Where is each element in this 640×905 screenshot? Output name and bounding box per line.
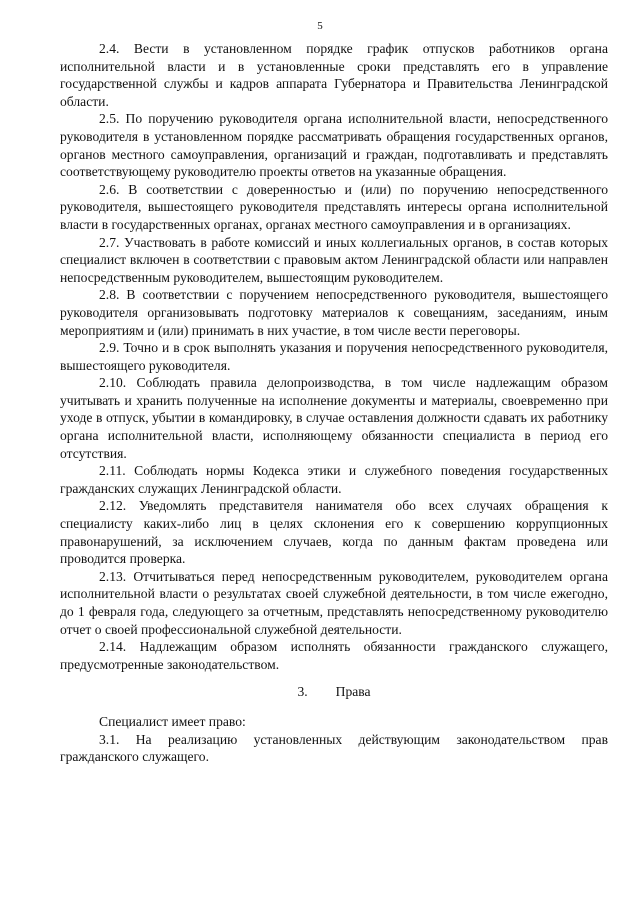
section-title: Права — [335, 684, 371, 700]
paragraph-2-11: 2.11. Соблюдать нормы Кодекса этики и служебного поведения государственных гражданских служащих Ленинградской области. — [60, 463, 608, 496]
section-number: 3. — [297, 684, 308, 700]
paragraph-2-4: 2.4. Вести в установленном порядке график отпусков работников органа исполнительной власти и в установленные сроки представлять его в управление государственной службы и кадров аппарата Губернатора и Правительства Ленинградской области. — [60, 41, 608, 109]
paragraph-2-12: 2.12. Уведомлять представителя нанимателя обо всех случаях обращения к специалисту каких-либо лиц в целях склонения его к совершению коррупционных правонарушений, за исключением случаев, когда по данным фактам проведена или проводится проверка. — [60, 498, 608, 567]
paragraph-2-13: 2.13. Отчитываться перед непосредственным руководителем, руководителем органа исполнительной власти о результатах своей служебной деятельности, в том числе ежегодно, до 1 февраля года, следующего за отчетным, представлять непосредственному руководителю отчет о своей профессиональной служебной деятельности. — [60, 568, 608, 637]
paragraph-rights-intro: Специалист имеет право: — [99, 713, 246, 729]
section-heading — [60, 683, 608, 701]
paragraph-2-9: 2.9. Точно и в срок выполнять указания и поручения непосредственного руководителя, вышестоящего руководителя. — [60, 340, 608, 373]
paragraph-2-6: 2.6. В соответствии с доверенностью и (или) по поручению непосредственного руководителя, вышестоящего руководителя представлять интересы органа исполнительной власти в государственных органах, органах местного самоуправления и в организациях. — [60, 181, 608, 232]
paragraph-2-10: 2.10. Соблюдать правила делопроизводства, в том числе надлежащим образом учитывать и хранить полученные на исполнение документы и материалы, своевременно при уходе в отпуск, убытии в командировку, в случае оставления должности сдавать их работнику органа исполнительной власти, исполняющему обязанности специалиста в период его отсутствия. — [60, 375, 608, 461]
paragraph-2-5: 2.5. По поручению руководителя органа исполнительной власти, непосредственного руководителя в установленном порядке рассматривать обращения государственных органов, органов местного самоуправления, организаций и граждан, подготавливать и представлять соответствующему руководителю проекты ответов на указанные обращения. — [60, 111, 608, 180]
paragraph-2-14: 2.14. Надлежащим образом исполнять обязанности гражданского служащего, предусмотренные законодательством. — [60, 639, 608, 672]
paragraph-3-1: 3.1. На реализацию установленных действующим законодательством прав гражданского служащего. — [60, 731, 608, 765]
paragraph-2-7: 2.7. Участвовать в работе комиссий и иных коллегиальных органов, в состав которых специалист включен в соответствии с правовым актом Ленинградской области или направлен непосредственным руководителем, вышестоящим руководителем. — [60, 234, 608, 285]
document-body — [60, 40, 608, 766]
paragraph-2-8: 2.8. В соответствии с поручением непосредственного руководителя, вышестоящего руководителя организовывать подготовку материалов к совещаниям, заседаниям, иным мероприятиям и (или) принимать в них участие, в том числе вести переговоры. — [60, 287, 608, 338]
page-number: 5 — [317, 20, 323, 32]
